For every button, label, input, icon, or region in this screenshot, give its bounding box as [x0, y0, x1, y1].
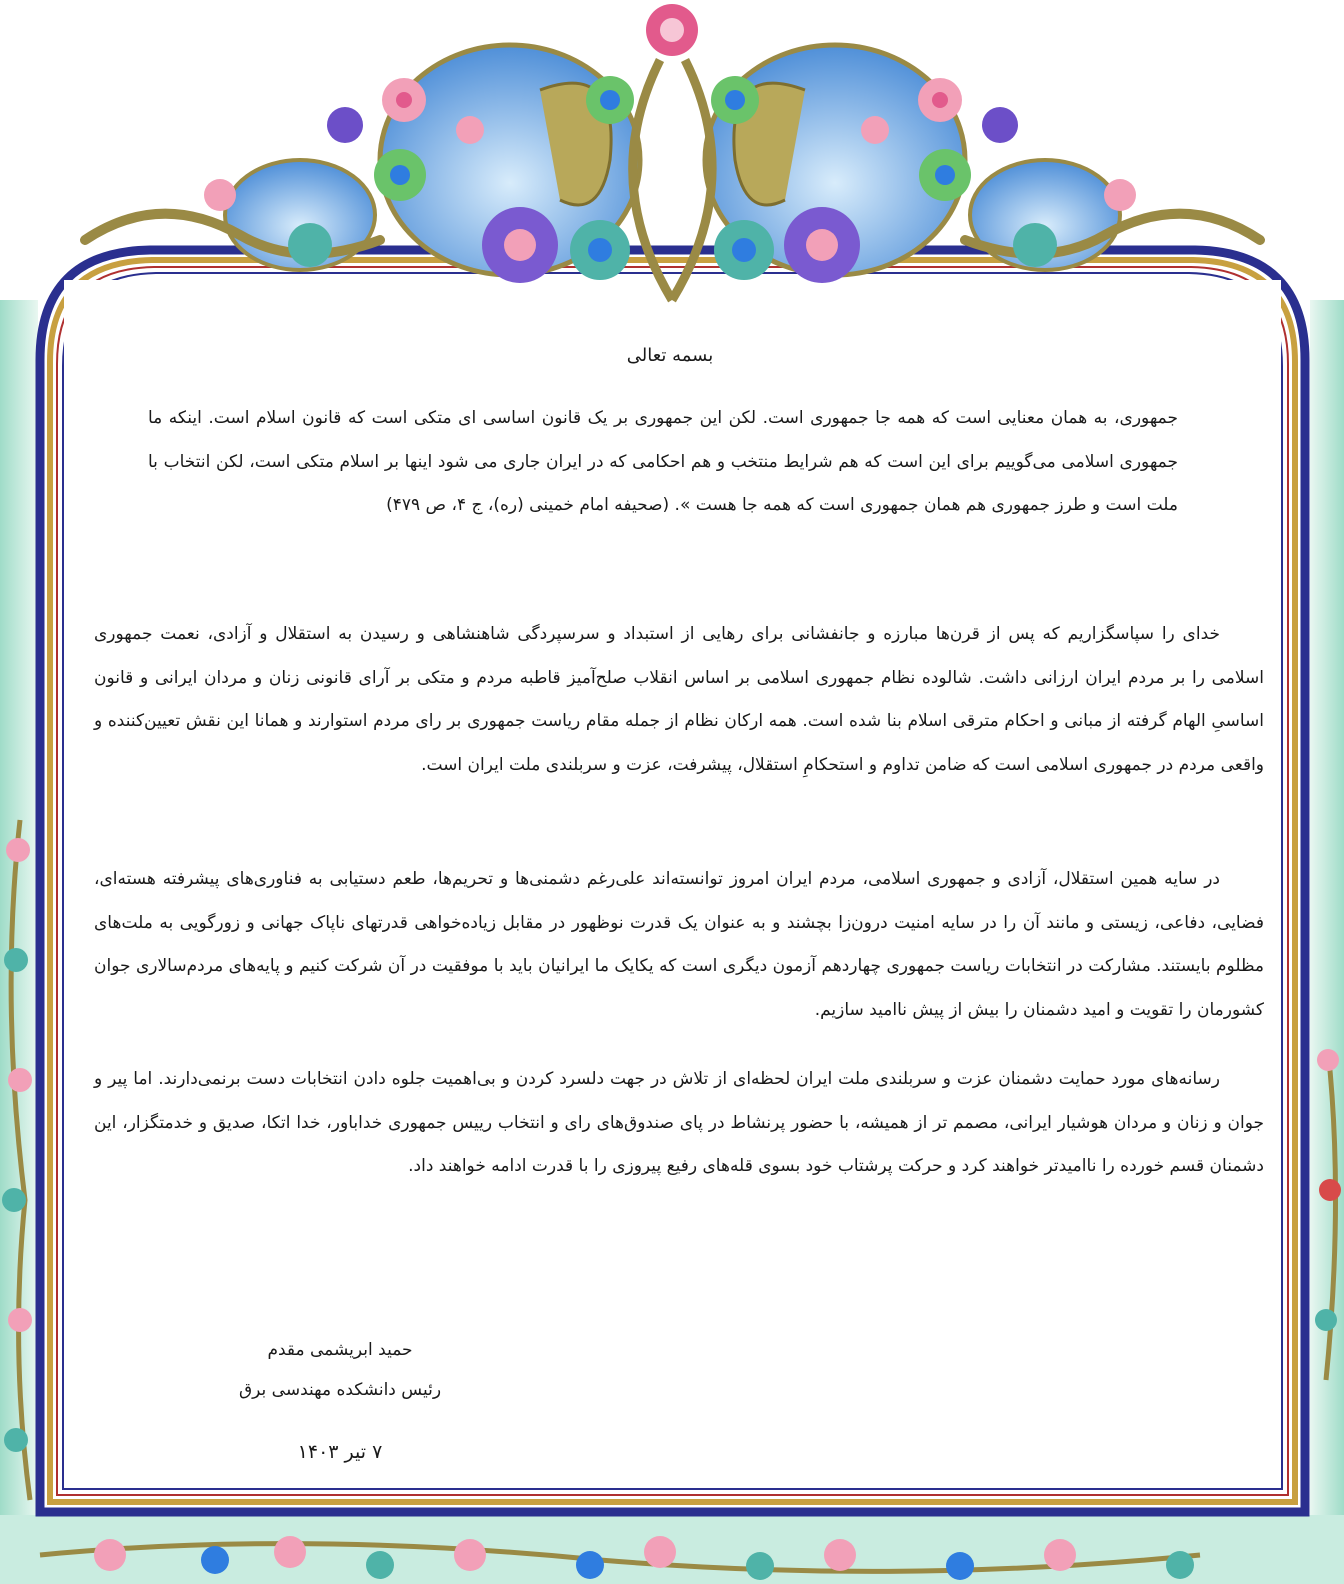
quote-paragraph: جمهوری، به همان معنایی است که همه جا جمهوری است. لکن این جمهوری بر یک قانون اساسی ای متکی است که قانون اسلام است. اینکه ما جمهوری اسلامی می‌گوییم برای این است که هم شرایط منتخب و هم احکامی که در ایران جاری می شود اینها بر اسلام متکی است، لکن انتخاب با ملت است و طرز جمهوری هم همان جمهوری است که همه جا هست ». (صحیفه امام خمینی (ره)، ج ۴، ص ۴۷۹)	[148, 408, 1178, 515]
signer-title: رئیس دانشکده مهندسی برق	[238, 1380, 442, 1400]
right-teal-band	[1310, 300, 1344, 1584]
signature-date: ۷ تیر ۱۴۰۳	[297, 1441, 383, 1463]
body-paragraph-1	[94, 613, 1264, 787]
signature-block	[210, 1330, 470, 1472]
body-paragraph-2	[94, 858, 1264, 1032]
body-paragraph-2-text: در سایه همین استقلال، آزادی و جمهوری اسلامی، مردم ایران امروز توانسته‌اند علی‌رغم دشمنی‌ها و تحریم‌ها، طعم دستیابی به فناوری‌های پیشرفته هسته‌ای، فضایی، دفاعی، زیستی و مانند آن را در سایه امنیت درون‌زا بچشند و به عنوان یک قدرت نوظهور در مقابل زیاده‌خواهی قدرتهای ناپاک جهانی و زورگویی به ملت‌های مظلوم بایستند. مشارکت در انتخابات ریاست جمهوری چهاردهم آزمون دیگری است که یکایک ما ایرانیان باید با موفقیت در آن شرکت کنیم و پایه‌های مردم‌سالاری جوان کشورمان را تقویت و امید دشمنان را بیش از پیش ناامید سازیم.	[94, 869, 1264, 1020]
signer-name: حمید ابریشمی مقدم	[267, 1340, 413, 1360]
body-paragraph-3	[94, 1058, 1264, 1189]
body-paragraph-3-text: رسانه‌های مورد حمایت دشمنان عزت و سربلندی ملت ایران لحظه‌ای از تلاش در جهت دلسرد کردن و بی‌اهمیت جلوه دادن انتخابات دست برنمی‌دارند. اما پیر و جوان و زنان و مردان هوشیار ایرانی، مصمم تر از همیشه، با حضور پرنشاط در پای صندوق‌های رای و انتخاب رییس جمهوری خداباور، خدا اتکا، صدیق و خدمتگزار، این دشمنان قسم خورده را ناامیدتر خواهند کرد و حرکت پرشتاب خود بسوی قله‌های رفیع پیروزی را با قدرت ادامه خواهند داد.	[94, 1069, 1264, 1176]
heading-bismillah: بسمه تعالی	[626, 345, 714, 366]
body-paragraph-1-text: خدای را سپاسگزاریم که پس از قرن‌ها مبارزه و جانفشانی برای رهایی از استبداد و سرسپردگی شاهنشاهی و رسیدن به استقلال و آزادی، نعمت جمهوری اسلامی را بر مردم ایران ارزانی داشت. شالوده نظام جمهوری اسلامی بر اساس انقلاب صلح‌آمیز قاطبه مردم و متکی بر آرای قانونی زنان و مردان ایرانی و قانون اساسیِ الهام گرفته از مبانی و احکام مترقی اسلام بنا شده است. همه ارکان نظام از جمله مقام ریاست جمهوری بر رای مردم استوارند و همانا این نقش تعیین‌کننده و واقعی مردم در جمهوری اسلامی است که ضامن تداوم و استحکامِ استقلال، پیشرفت، عزت و سربلندی ملت ایران است.	[94, 624, 1264, 775]
